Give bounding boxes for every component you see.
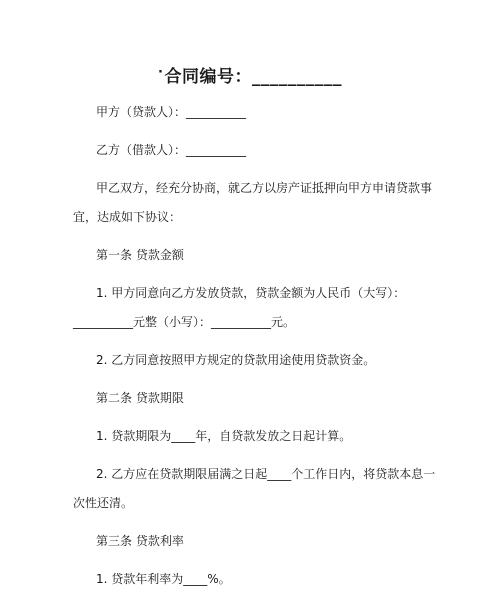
title-mark: ·: [158, 65, 164, 80]
party-a-line: 甲方（贷款人）：__________: [96, 105, 247, 119]
title-text: 合同编号：__________: [164, 67, 342, 87]
intro-paragraph-line-2: 宜，达成如下协议：: [73, 210, 182, 224]
article-3-heading: 第三条 贷款利率: [96, 534, 184, 548]
article-3-item-1: 1. 贷款年利率为____%。: [96, 572, 231, 586]
article-2-item-1: 1. 贷款期限为____年，自贷款发放之日起计算。: [96, 429, 352, 443]
article-2-heading: 第二条 贷款期限: [96, 391, 184, 405]
article-1-item-1-line-2: __________元整（小写）：__________元。: [73, 315, 296, 329]
contract-title: [0, 62, 500, 87]
intro-paragraph-line-1: 甲乙双方，经充分协商，就乙方以房产证抵押向甲方申请贷款事: [96, 181, 433, 195]
article-1-item-2: 2. 乙方同意按照甲方规定的贷款用途使用贷款资金。: [96, 353, 376, 367]
article-1-heading: 第一条 贷款金额: [96, 248, 184, 262]
article-2-item-2-line-2: 次性还清。: [73, 496, 134, 510]
party-b-line: 乙方（借款人）：__________: [96, 143, 247, 157]
article-2-item-2-line-1: 2. 乙方应在贷款期限届满之日起____个工作日内，将贷款本息一: [96, 467, 436, 481]
article-1-item-1-line-1: 1. 甲方同意向乙方发放贷款，贷款金额为人民币（大写）：: [96, 286, 406, 300]
